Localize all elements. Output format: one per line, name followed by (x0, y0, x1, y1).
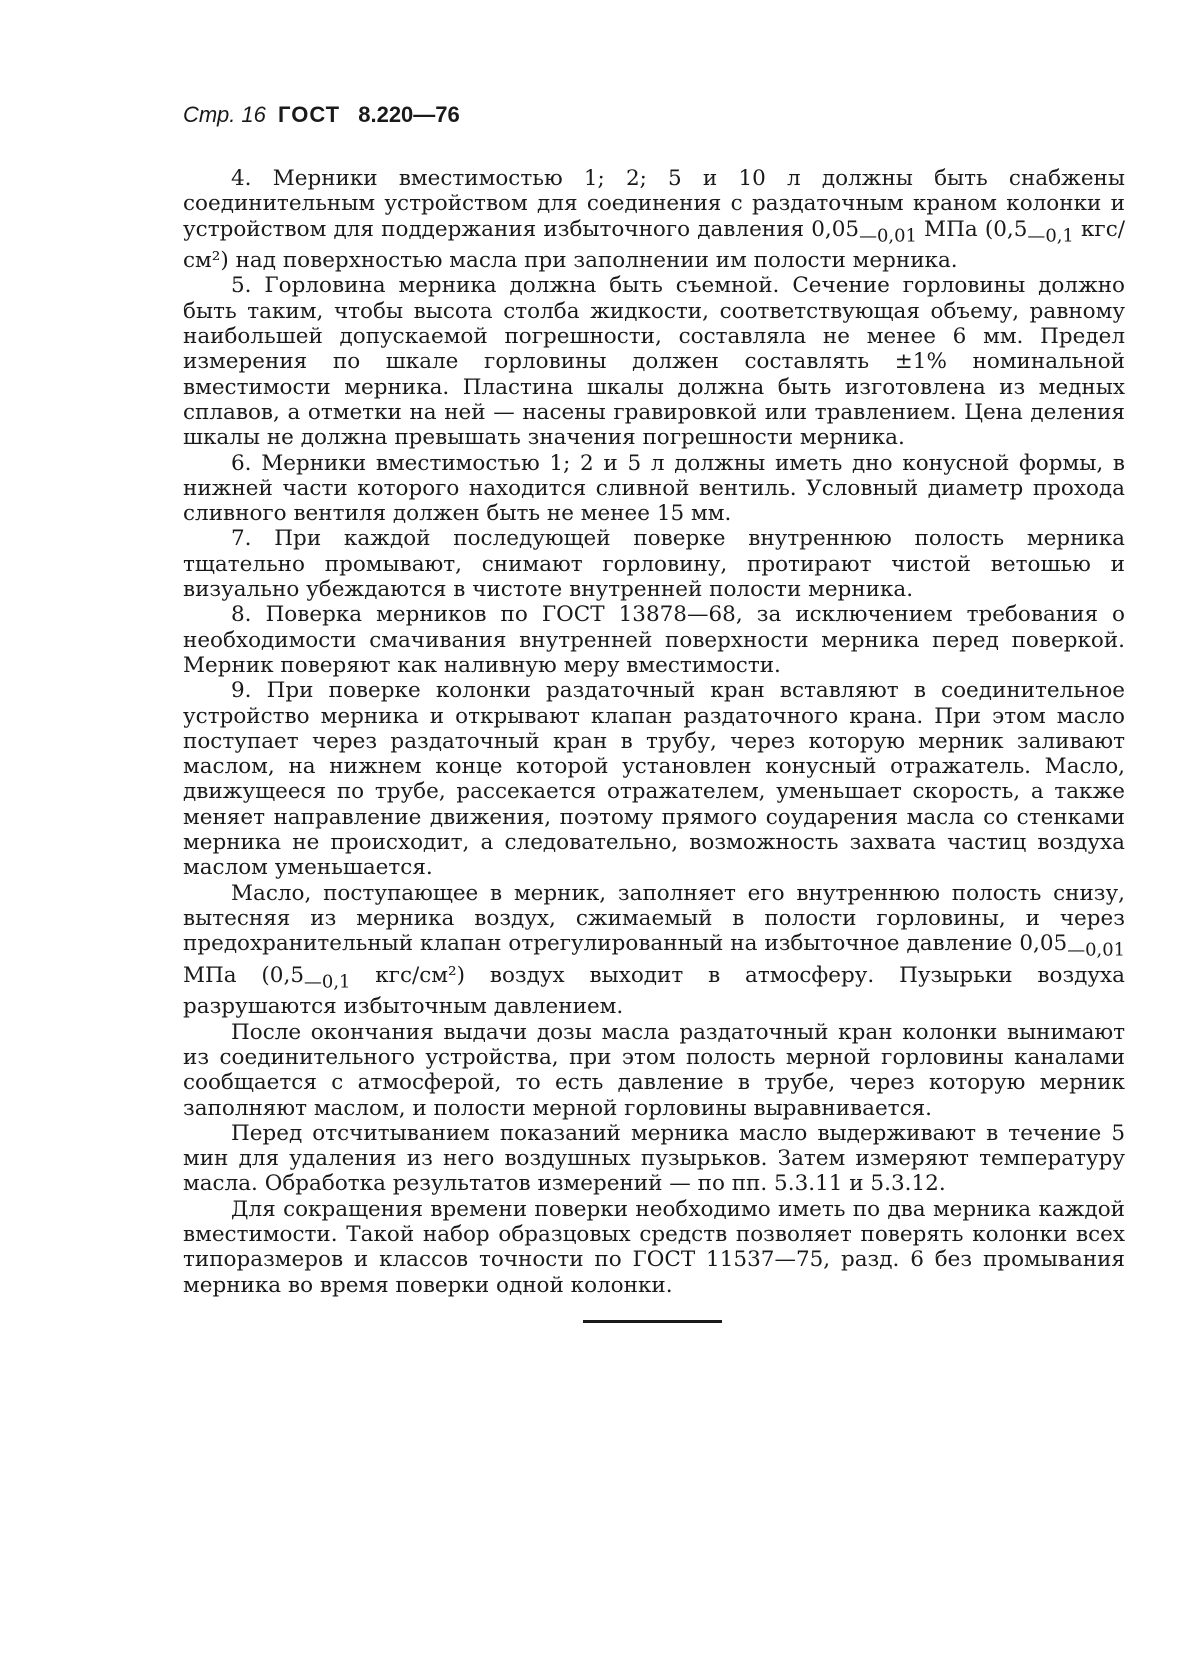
paragraph-oil-mid: МПа (0,5 (183, 962, 305, 988)
paragraph-oil-lead: Масло, поступающее в мерник, заполняет его внутреннюю полость снизу, вытесняя из мерника воздух, сжимаемый в полости горловины, и через предохранительный клапан отрегулированный на избыточное давление 0,05 (183, 880, 1125, 957)
end-rule-divider (583, 1320, 722, 1323)
paragraph-time-saving: Для сокращения времени поверки необходимо иметь по два мерника каждой вместимости. Такой набор образцовых средств позволяет поверять колонки всех типоразмеров и классов точности по ГОСТ 11537—75, разд. 6 без промывания мерника во время поверки одной колонки. (183, 1196, 1125, 1298)
paragraph-oil-filling (183, 881, 1125, 1020)
paragraph-oil-tolerance-1: —0,01 (1067, 939, 1125, 961)
paragraph-7: 7. При каждой последующей поверке внутреннюю полость мерника тщательно промывают, снимают горловину, протирают чистой ветошью и визуально убеждаются в чистоте внутренней полости мерника. (183, 526, 1125, 603)
paragraph-4-tolerance-1: —0,01 (859, 224, 917, 246)
paragraph-8: 8. Поверка мерников по ГОСТ 13878—68, за исключением требования о необходимости смачивания внутренней поверхности мерника перед поверкой. Мерник поверяют как наливную меру вместимости. (183, 602, 1125, 678)
paragraph-4 (183, 166, 1125, 273)
paragraph-4-lead: 4. Мерники вместимостью 1; 2; 5 и 10 л должны быть снабжены соединительным устройством для соединения с раздаточным краном колонки и устройством для поддержания избыточного давления 0,05 (183, 166, 1125, 242)
paragraph-oil-tolerance-2: —0,1 (304, 971, 351, 993)
paragraph-reading: Перед отсчитыванием показаний мерника масло выдерживают в течение 5 мин для удаления из него воздушных пузырьков. Затем измеряют температуру масла. Обработка результатов измерений — по пп. 5.3.11 и 5.3.12. (183, 1120, 1125, 1197)
paragraph-oil-tail: кгс/см²) воздух выходит в атмосферу. Пузырьки воздуха разрушаются избыточным давлением. (183, 962, 1125, 1020)
paragraph-4-tolerance-2: —0,1 (1027, 224, 1074, 246)
paragraph-4-tail: кгс/см²) над поверхностью масла при заполнении им полости мерника. (183, 216, 1125, 274)
page-header (183, 102, 472, 128)
paragraph-4-mid: МПа (0,5 (916, 216, 1028, 242)
paragraph-after-dispense: После окончания выдачи дозы масла раздаточный кран колонки вынимают из соединительного устройства, при этом полость мерной горловины каналами сообщается с атмосферой, то есть давление в трубе, через которую мерник заполняют маслом, и полости мерной горловины выравнивается. (183, 1019, 1125, 1121)
document-body (183, 166, 1125, 1298)
paragraph-6: 6. Мерники вместимостью 1; 2 и 5 л должны иметь дно конусной формы, в нижней части которого находится сливной вентиль. Условный диаметр прохода сливного вентиля должен быть не менее 15 мм. (183, 450, 1125, 527)
standard-name: ГОСТ (278, 102, 341, 127)
paragraph-9: 9. При поверке колонки раздаточный кран вставляют в соединительное устройство мерника и открывают клапан раздаточного крана. При этом масло поступает через раздаточный кран в трубу, через которую мерник заливают маслом, на нижнем конце которой установлен конусный отражатель. Масло, движущееся по трубе, рассекается отражателем, уменьшает скорость, а также меняет направление движения, поэтому прямого соударения масла со стенками мерника не происходит, а следовательно, возможность захвата частиц воздуха маслом уменьшается. (183, 678, 1125, 881)
page-number: Стр. 16 (183, 102, 266, 127)
standard-number: 8.220—76 (358, 102, 460, 127)
paragraph-5: 5. Горловина мерника должна быть съемной. Сечение горловины должно быть таким, чтобы высота столба жидкости, соответствующая объему, равному наибольшей допускаемой погрешности, составляла не менее 6 мм. Предел измерения по шкале горловины должен составлять ±1% номинальной вместимости мерника. Пластина шкалы должна быть изготовлена из медных сплавов, а отметки на ней — насены гравировкой или травлением. Цена деления шкалы не должна превышать значения погрешности мерника. (183, 273, 1125, 451)
